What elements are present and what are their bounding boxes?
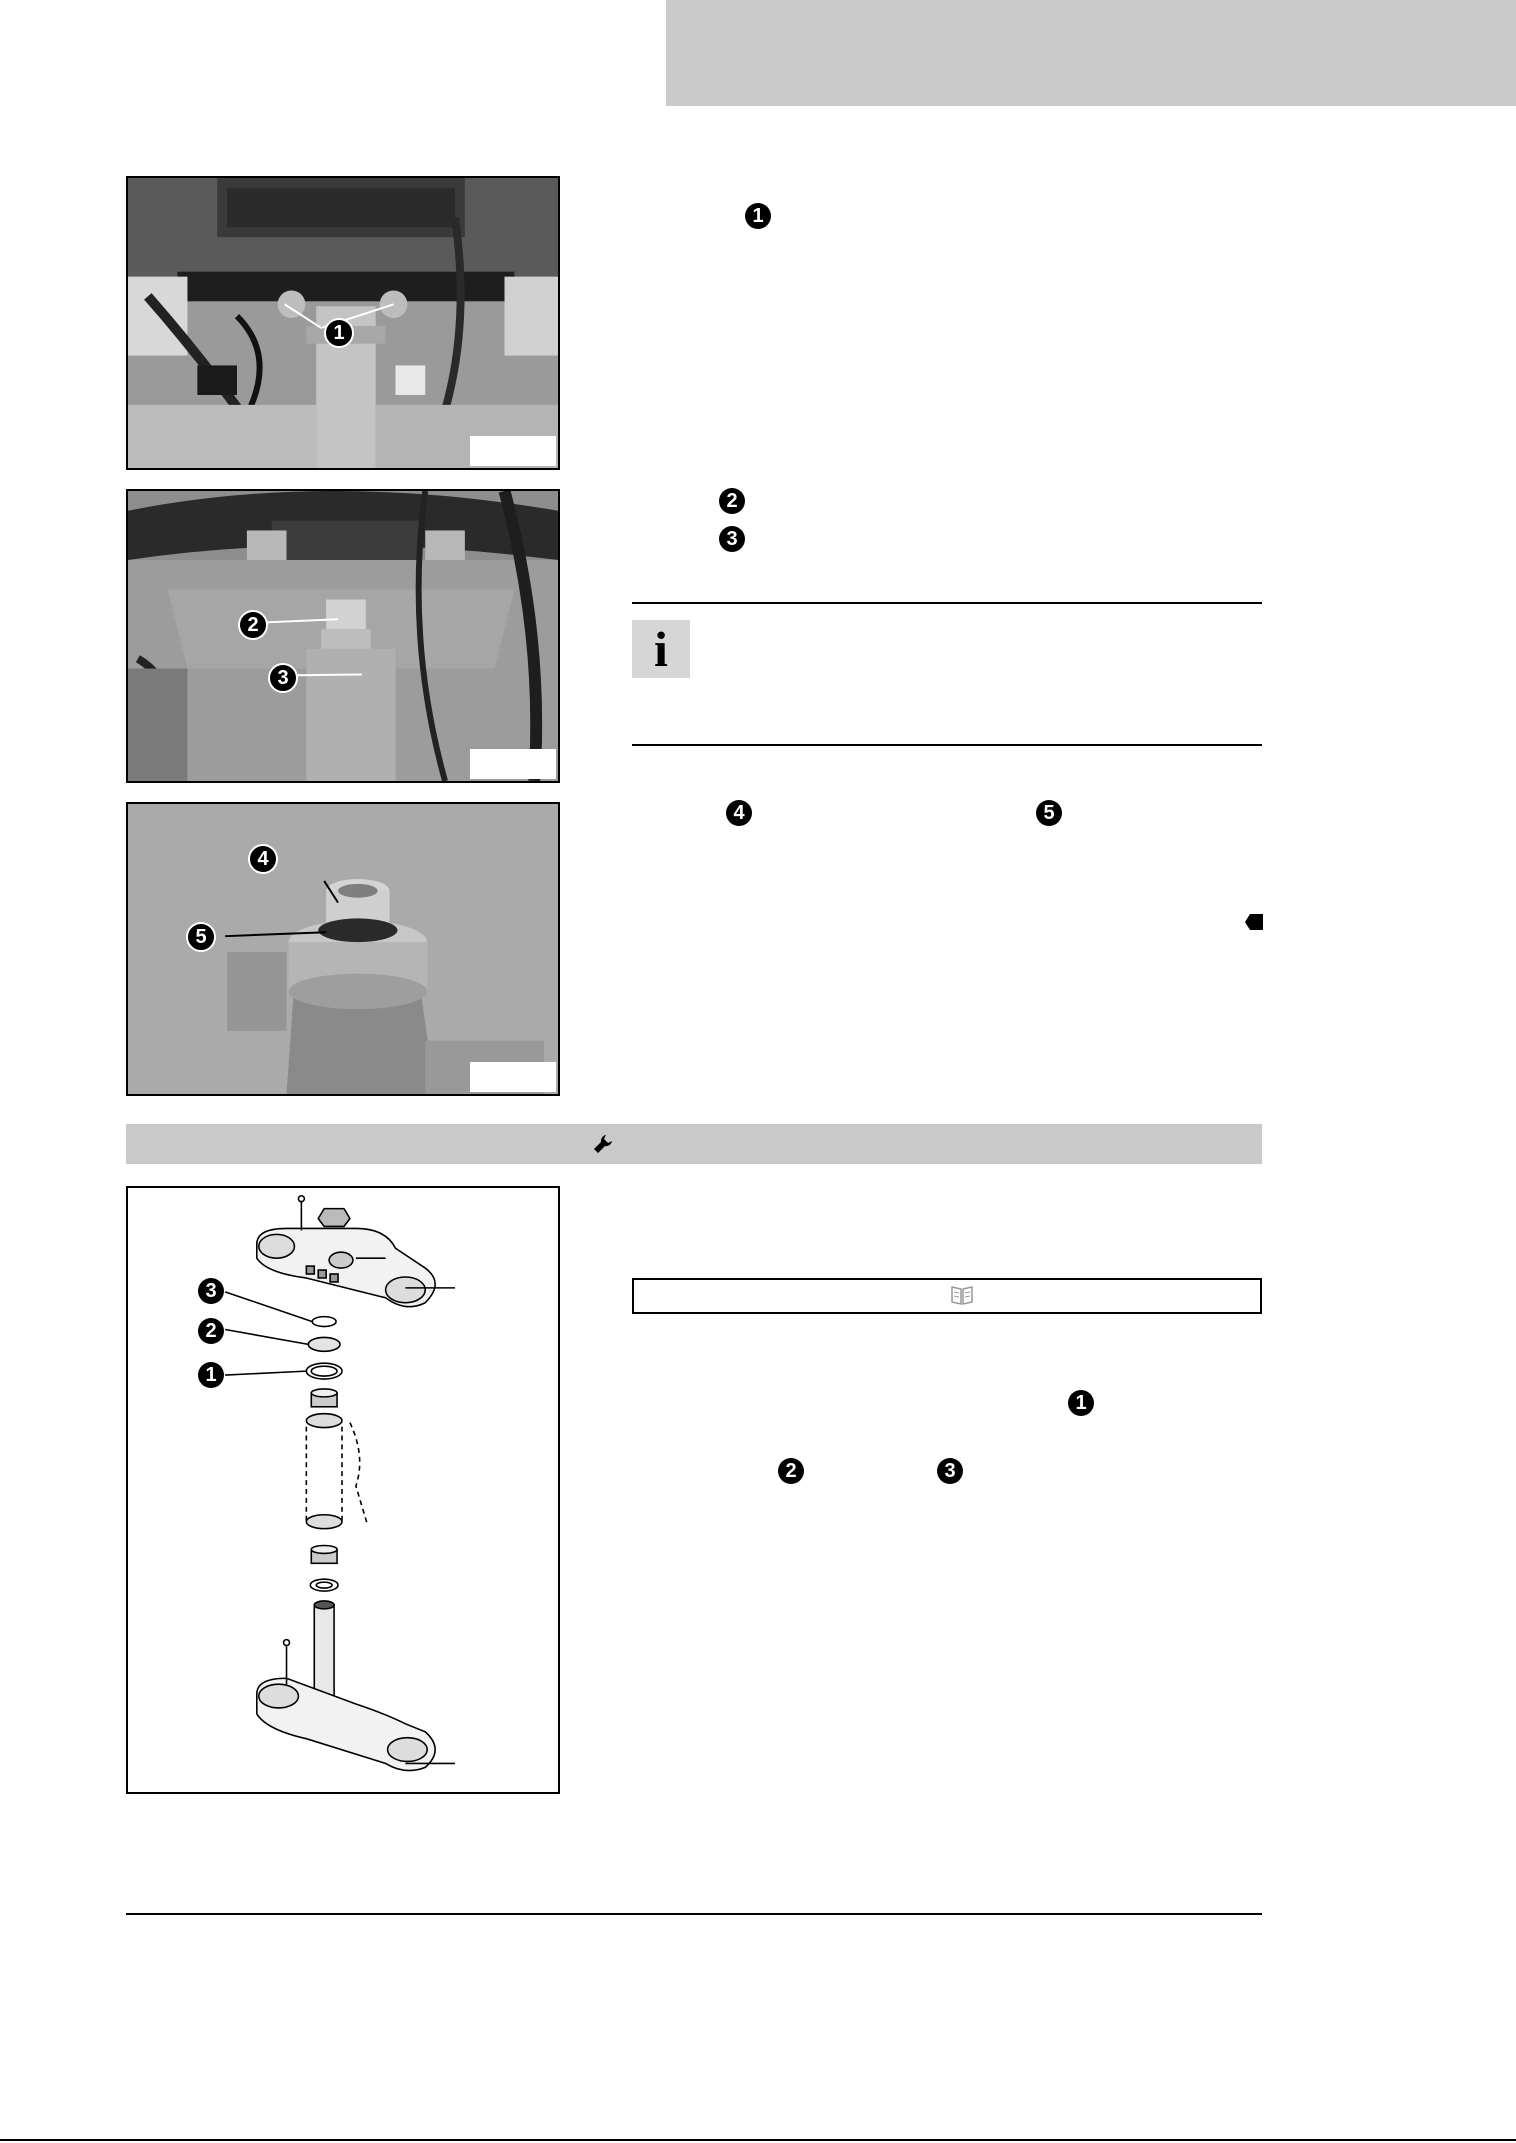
exploded-diagram-steering-stem <box>126 1186 560 1794</box>
footer-line <box>0 2139 1516 2141</box>
callout-badge: 1 <box>324 318 354 348</box>
figure-label <box>470 749 556 779</box>
step-callout: 2 <box>719 488 745 514</box>
header-band <box>666 0 1516 106</box>
photo-2-image <box>128 491 558 781</box>
callout-badge: 5 <box>186 922 216 952</box>
step-callout: 5 <box>1036 800 1062 826</box>
manual-reference-box[interactable] <box>632 1278 1262 1314</box>
step-callout: 2 <box>778 1458 804 1484</box>
manual-book-icon <box>950 1284 974 1306</box>
step-callout: 1 <box>1068 1390 1094 1416</box>
figure-label <box>470 1062 556 1092</box>
callout-badge: 1 <box>198 1362 224 1388</box>
callout-badge: 2 <box>198 1318 224 1344</box>
wrench-icon <box>592 1133 614 1155</box>
step-callout: 3 <box>719 526 745 552</box>
info-icon: i <box>632 620 690 678</box>
diagram-drawing <box>128 1188 558 1792</box>
page-bottom-rule <box>126 1913 1262 1915</box>
callout-badge: 3 <box>198 1278 224 1304</box>
section-heading-bar <box>126 1124 1262 1164</box>
step-callout: 1 <box>745 203 771 229</box>
photo-steering-head <box>126 802 560 1096</box>
callout-badge: 2 <box>238 610 268 640</box>
note-rule-top <box>632 602 1262 604</box>
step-callout: 3 <box>937 1458 963 1484</box>
step-callout: 4 <box>726 800 752 826</box>
figure-label <box>470 436 556 466</box>
callout-badge: 4 <box>248 844 278 874</box>
end-marker-icon <box>1245 914 1263 930</box>
photo-handlebar-clamp <box>126 176 560 470</box>
photo-steering-stem-nut <box>126 489 560 783</box>
callout-badge: 3 <box>268 663 298 693</box>
note-rule-bottom <box>632 744 1262 746</box>
